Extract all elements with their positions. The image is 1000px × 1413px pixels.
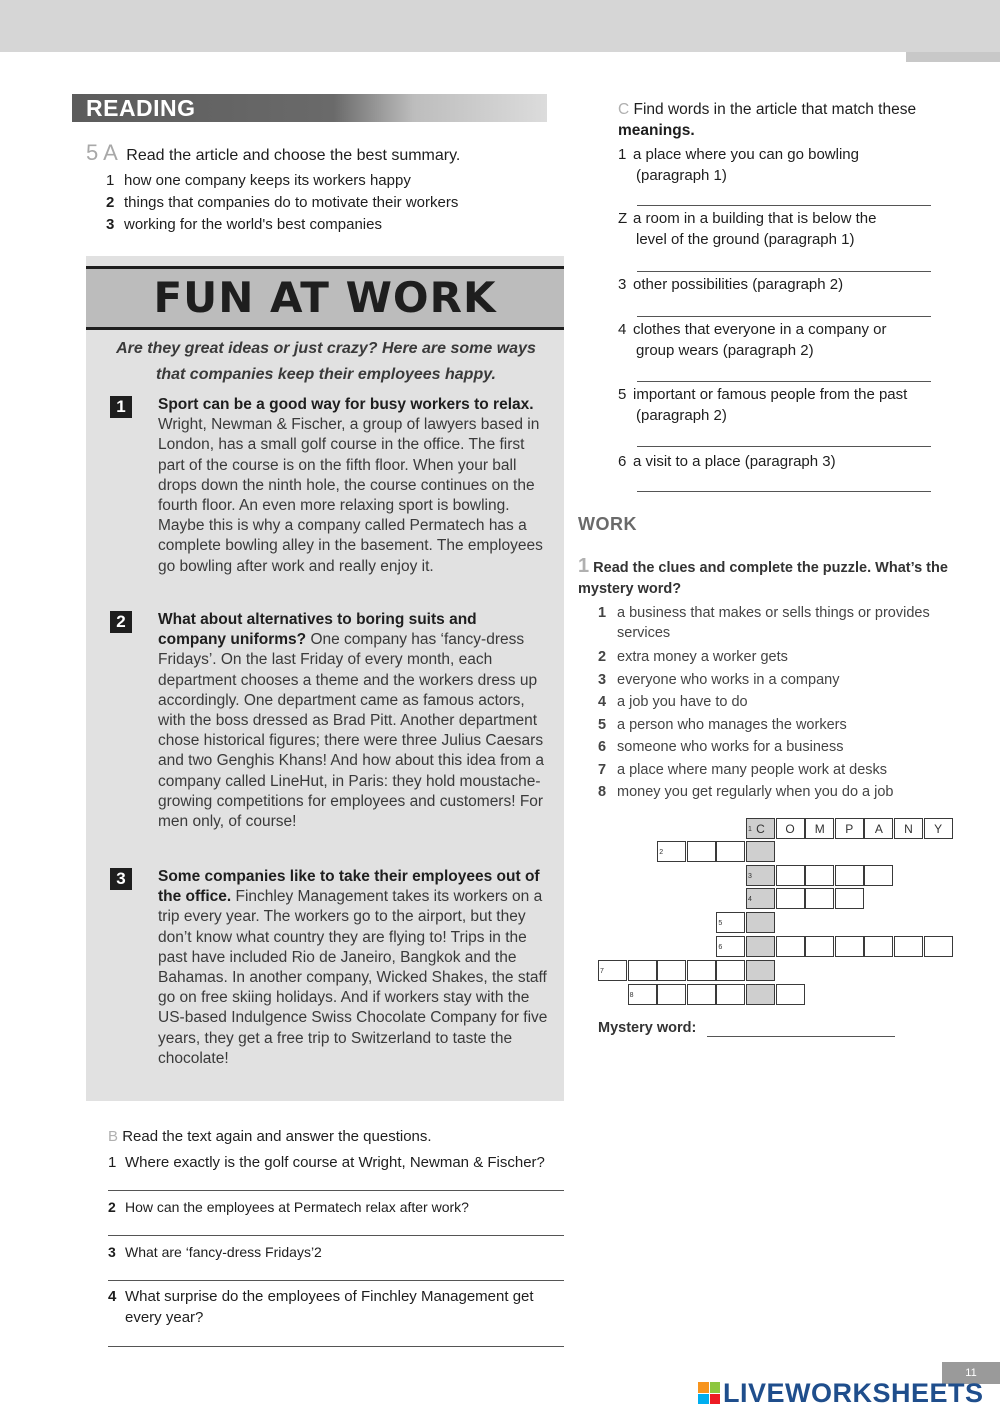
answer-line[interactable] xyxy=(108,1280,564,1281)
meaning-item: 3 other possibilities (paragraph 2) xyxy=(618,276,844,293)
crossword-letter: C xyxy=(756,822,765,836)
crossword-cell[interactable] xyxy=(776,984,805,1005)
crossword-cell[interactable] xyxy=(716,912,745,933)
crossword-cell[interactable] xyxy=(746,960,775,981)
crossword-cell[interactable] xyxy=(746,865,775,886)
question: 3 What are ‘fancy-dress Fridays’2 xyxy=(108,1244,322,1260)
crossword-clue-number: 7 xyxy=(600,968,604,975)
crossword-cell[interactable] xyxy=(864,865,893,886)
crossword-cell[interactable] xyxy=(716,960,745,981)
mystery-word-row xyxy=(598,1020,696,1036)
crossword-cell[interactable] xyxy=(746,912,775,933)
crossword-letter: O xyxy=(785,822,795,836)
clue-list xyxy=(598,603,958,804)
meaning-item: 4 clothes that everyone in a company or group wears (paragraph 2) xyxy=(618,321,887,359)
article-paragraph: What about alternatives to boring suits and company uniforms? One company has ‘fancy-dress Fridays’. On the last Friday of every month, each department chooses a theme and the workers dress up accordingly. One department came as famous actors, with the boss dressed as Brad Pitt. Another department chose historical figures; there were three Julius Caesars and two Genghis Khans! And how about this idea from a company called LineHut, in Paris: they hold moustache-growing competitions for employees and customers! For men only, of course! xyxy=(158,611,545,831)
crossword-cell[interactable] xyxy=(835,888,864,909)
crossword-cell[interactable] xyxy=(894,936,923,957)
crossword-letter: P xyxy=(845,822,854,836)
paragraph-number: 1 xyxy=(110,396,132,418)
article-paragraph: Sport can be a good way for busy workers to relax. Wright, Newman & Fischer, a group of lawyers based in London, has a small golf course in the office. The first part of the course is on the fifth floor. When your ball drops down the ninth hole, the course continues on the fourth floor. An even more relaxing sport is bowling. Maybe this is why a company called Permatech has a complete bowling alley in the basement. The employees go bowling after work and really enjoy it. xyxy=(158,396,543,575)
crossword-cell[interactable] xyxy=(776,865,805,886)
crossword-cell[interactable] xyxy=(835,818,864,839)
clue: 5 a person who manages the workers xyxy=(598,716,847,733)
crossword-clue-number: 8 xyxy=(629,992,634,999)
paragraph-number: 2 xyxy=(110,611,132,633)
crossword-cell[interactable] xyxy=(716,936,745,957)
crossword-clue-number: 5 xyxy=(718,920,723,927)
crossword-cell[interactable] xyxy=(805,936,834,957)
crossword-cell[interactable] xyxy=(657,960,686,981)
crossword-letter: Y xyxy=(934,822,943,836)
top-toolbar xyxy=(0,0,1000,52)
crossword-cell[interactable] xyxy=(628,960,657,981)
crossword-clue-number: 3 xyxy=(748,873,752,880)
clue: 4 a job you have to do xyxy=(598,694,748,710)
meaning-item: Z a room in a building that is below the level of the ground (paragraph 1) xyxy=(618,210,877,248)
exercise-number: 5 A xyxy=(86,140,118,165)
crossword-cell[interactable] xyxy=(776,888,805,909)
crossword-cell[interactable] xyxy=(716,984,745,1005)
article-title-bar xyxy=(86,266,564,330)
crossword-cell[interactable] xyxy=(687,841,716,862)
exercise-5a xyxy=(86,140,460,166)
exercise-c-instruction: C Find words in the article that match these meanings. xyxy=(618,101,917,139)
crossword-cell[interactable] xyxy=(746,818,775,839)
crossword-clue-number: 6 xyxy=(718,944,723,951)
clue: 2 extra money a worker gets xyxy=(598,649,788,665)
crossword-letter: N xyxy=(904,822,913,836)
exercise-b-instruction: B Read the text again and answer the questions. xyxy=(108,1128,432,1145)
clue: 1 a business that makes or sells things or provides services xyxy=(598,605,930,641)
mystery-word-input[interactable] xyxy=(707,1036,895,1037)
paragraph-number: 3 xyxy=(110,868,132,890)
answer-line[interactable] xyxy=(637,446,931,447)
question: 4 What surprise do the employees of Finchley Management get every year? xyxy=(108,1288,534,1326)
answer-line[interactable] xyxy=(637,381,931,382)
answer-line[interactable] xyxy=(637,316,931,317)
summary-option[interactable]: 3 working for the world's best companies xyxy=(106,216,382,233)
clue: 6 someone who works for a business xyxy=(598,739,844,755)
crossword-cell[interactable] xyxy=(746,936,775,957)
answer-line[interactable] xyxy=(637,271,931,272)
crossword-cell[interactable] xyxy=(924,936,953,957)
crossword-cell[interactable] xyxy=(776,936,805,957)
crossword-cell[interactable] xyxy=(687,960,716,981)
crossword-cell[interactable] xyxy=(894,818,923,839)
clue: 7 a place where many people work at desks xyxy=(598,761,888,778)
crossword-cell[interactable] xyxy=(805,888,834,909)
logo-mark-icon xyxy=(698,1382,720,1404)
article-box xyxy=(86,256,564,1101)
crossword-letter: A xyxy=(874,822,883,836)
crossword-cell[interactable] xyxy=(746,984,775,1005)
toolbar-tab xyxy=(906,52,1000,62)
meaning-item: 1 a place where you can go bowling (paragraph 1) xyxy=(618,146,859,184)
crossword-clue-number: 1 xyxy=(748,826,752,833)
answer-line[interactable] xyxy=(637,491,931,492)
page-number: 11 xyxy=(942,1362,1000,1384)
crossword-cell[interactable] xyxy=(864,936,893,957)
crossword-cell[interactable] xyxy=(598,960,627,981)
answer-line[interactable] xyxy=(108,1190,564,1191)
mystery-word-label: Mystery word: xyxy=(598,1020,697,1036)
work-section-heading: WORK xyxy=(578,514,637,534)
meaning-item: 5 important or famous people from the past (paragraph 2) xyxy=(618,386,908,424)
answer-line[interactable] xyxy=(108,1346,564,1347)
answer-line[interactable] xyxy=(637,205,931,206)
crossword-clue-number: 4 xyxy=(748,896,752,903)
logo-text: LIVEWORKSHEETS xyxy=(723,1377,984,1408)
clue: 3 everyone who works in a company xyxy=(598,671,840,688)
answer-line[interactable] xyxy=(108,1235,564,1236)
clue: 8 money you get regularly when you do a job xyxy=(598,784,894,800)
crossword-cell[interactable] xyxy=(805,865,834,886)
crossword-cell[interactable] xyxy=(835,936,864,957)
crossword-cell[interactable] xyxy=(746,841,775,862)
meaning-item: 6 a visit to a place (paragraph 3) xyxy=(618,453,836,470)
reading-section-banner: READING xyxy=(72,94,547,122)
question: 1 Where exactly is the golf course at Wright, Newman & Fischer? xyxy=(108,1154,545,1171)
summary-options xyxy=(106,170,536,236)
crossword-cell[interactable] xyxy=(776,818,805,839)
crossword-cell[interactable] xyxy=(687,984,716,1005)
question: 2 How can the employees at Permatech relax after work? xyxy=(108,1199,469,1215)
crossword-cell[interactable] xyxy=(657,841,686,862)
article-paragraph: Some companies like to take their employees out of the office. Finchley Management takes its workers on a trip every year. The workers go to the airport, but they don’t know what country they are flying to! Trips in the past have included Rio de Janeiro, Bangkok and the Bahamas. In another company, Wicked Shakes, the staff go on free skiing holidays. And if workers stay with the US-based Indulgence Swiss Chocolate Company for five years, they get a free trip to Switzerland to taste the chocolate! xyxy=(158,868,548,1067)
crossword-cell[interactable] xyxy=(924,818,953,839)
crossword-cell[interactable] xyxy=(628,984,657,1005)
summary-option[interactable]: 1 how one company keeps its workers happy xyxy=(106,172,411,189)
article-intro: Are they great ideas or just crazy? Here are some ways that companies keep their employees happy. xyxy=(116,340,536,383)
crossword-cell[interactable] xyxy=(657,984,686,1005)
crossword-cell[interactable] xyxy=(805,818,834,839)
crossword-clue-number: 2 xyxy=(659,849,664,856)
crossword-letter: M xyxy=(814,822,825,836)
crossword-cell[interactable] xyxy=(835,865,864,886)
summary-option[interactable]: 2 things that companies do to motivate their workers xyxy=(106,194,459,211)
liveworksheets-logo xyxy=(698,1376,984,1410)
crossword-cell[interactable] xyxy=(864,818,893,839)
crossword-cell[interactable] xyxy=(716,841,745,862)
exercise-1-instruction: 1 Read the clues and complete the puzzle. What’s the mystery word? xyxy=(578,555,948,597)
crossword-cell[interactable] xyxy=(746,888,775,909)
article-title: FUN AT WORK xyxy=(153,273,497,322)
exercise-instruction: Read the article and choose the best summary. xyxy=(126,147,461,164)
